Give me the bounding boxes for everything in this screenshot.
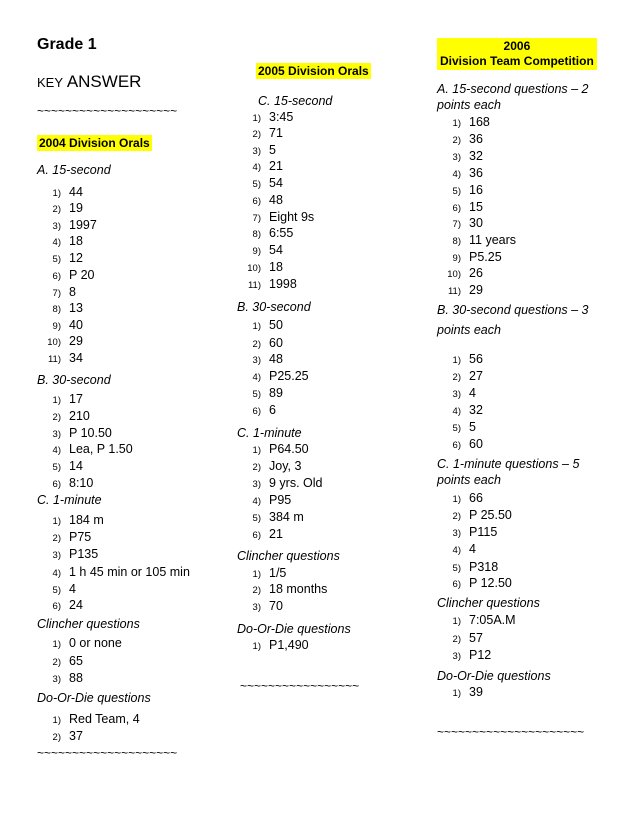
item-answer: 16 (469, 183, 483, 197)
item-number: 3) (452, 528, 461, 539)
answer-item (437, 166, 483, 180)
item-number: 4) (52, 445, 61, 456)
item-number: 6) (452, 440, 461, 451)
answer-item (437, 508, 512, 522)
item-number: 1) (252, 445, 261, 456)
item-answer: 17 (69, 392, 83, 406)
item-number: 5) (252, 389, 261, 400)
answer-item (37, 671, 83, 685)
item-number: 2) (52, 533, 61, 544)
item-number: 1) (252, 113, 261, 124)
item-number: 5) (52, 254, 61, 265)
item-answer: 44 (69, 185, 83, 199)
answer-item (37, 598, 83, 612)
item-answer: P75 (69, 530, 92, 544)
item-answer: 5 (469, 420, 476, 434)
item-answer: 36 (469, 132, 483, 146)
item-answer: 54 (269, 243, 283, 257)
answer-item (37, 426, 112, 440)
item-number: 3) (252, 355, 261, 366)
item-answer: 11 years (469, 233, 517, 247)
answer-item (237, 510, 304, 524)
item-number: 6) (452, 203, 461, 214)
divider-end: ~~~~~~~~~~~~~~~~~ (240, 679, 360, 693)
answer-item (437, 560, 498, 574)
answer-item (237, 243, 283, 257)
answer-item (437, 149, 483, 163)
item-answer: 9 yrs. Old (269, 476, 323, 490)
answer-item (37, 654, 83, 668)
item-number: 6) (252, 406, 261, 417)
section-title: Clincher questions (437, 596, 540, 610)
item-number: 3) (252, 479, 261, 490)
answer-item (437, 631, 483, 645)
item-answer: 18 (69, 234, 83, 248)
item-number: 9) (452, 253, 461, 264)
item-answer: Eight 9s (269, 210, 315, 224)
answer-item (437, 420, 476, 434)
answer-item (237, 352, 283, 366)
answer-key-title (37, 72, 141, 92)
answer-item (37, 476, 93, 490)
item-number: 2) (452, 511, 461, 522)
answer-item (37, 351, 83, 365)
answer-item (37, 636, 122, 650)
heading-year: 2006 (503, 39, 531, 53)
item-answer: 4 (469, 542, 476, 556)
item-number: 9) (252, 246, 261, 257)
item-number: 6) (52, 271, 61, 282)
item-answer: 65 (69, 654, 83, 668)
item-number: 10) (47, 337, 61, 348)
item-number: 6) (52, 479, 61, 490)
answer-item (37, 301, 83, 315)
item-answer: P 20 (69, 268, 95, 282)
section-title: Clincher questions (237, 549, 340, 563)
answer-item (437, 369, 483, 383)
item-answer: P 12.50 (469, 576, 512, 590)
item-answer: 7:05A.M (469, 613, 516, 627)
item-number: 3) (452, 152, 461, 163)
item-number: 5) (452, 186, 461, 197)
item-answer: 60 (269, 336, 283, 350)
item-answer: 30 (469, 216, 483, 230)
answer-item (237, 493, 291, 507)
answer-item (437, 525, 497, 539)
section-title-line: points each (437, 98, 501, 112)
answer-item (37, 565, 190, 579)
item-answer: P 25.50 (469, 508, 512, 522)
section-title-line: A. 15-second questions – 2 (437, 82, 589, 96)
item-answer: 19 (69, 201, 83, 215)
item-number: 8) (452, 236, 461, 247)
section-title-line: points each (437, 473, 501, 487)
item-answer: 71 (269, 126, 283, 140)
item-answer: 12 (69, 251, 83, 265)
answer-item (237, 527, 283, 541)
answer-item (237, 318, 283, 332)
item-number: 2) (452, 372, 461, 383)
item-number: 7) (52, 288, 61, 299)
section-heading-2006 (437, 38, 597, 70)
heading-title: Division Team Competition (440, 54, 594, 68)
section-title (437, 302, 589, 338)
item-number: 7) (252, 213, 261, 224)
answer-item (437, 115, 490, 129)
item-answer: 15 (469, 200, 483, 214)
answer-item (37, 218, 97, 232)
answer-item (237, 126, 283, 140)
item-answer: 8 (69, 285, 76, 299)
item-number: 3) (252, 602, 261, 613)
answer-item (37, 409, 90, 423)
item-answer: P 10.50 (69, 426, 112, 440)
answer-item (37, 513, 104, 527)
section-title-line: B. 30-second questions – 3 (437, 303, 589, 317)
item-number: 3) (52, 221, 61, 232)
item-answer: 18 (269, 260, 283, 274)
item-answer: 210 (69, 409, 90, 423)
item-number: 10) (247, 263, 261, 274)
section-title: Clincher questions (37, 617, 140, 631)
item-number: 1) (52, 188, 61, 199)
item-number: 6) (252, 530, 261, 541)
item-answer: 6 (269, 403, 276, 417)
answer-item (37, 582, 76, 596)
item-answer: Joy, 3 (269, 459, 302, 473)
item-answer: P95 (269, 493, 292, 507)
item-number: 1) (52, 516, 61, 527)
item-number: 1) (452, 616, 461, 627)
item-answer: 1997 (69, 218, 97, 232)
item-answer: 26 (469, 266, 483, 280)
answer-item (437, 437, 483, 451)
item-answer: 50 (269, 318, 283, 332)
answer-item (237, 369, 309, 383)
answer-item (437, 216, 483, 230)
item-answer: 36 (469, 166, 483, 180)
answer-item (237, 176, 283, 190)
answer-item (37, 442, 133, 456)
item-answer: 29 (69, 334, 83, 348)
section-heading-2004: 2004 Division Orals (39, 136, 150, 150)
answer-item (437, 648, 491, 662)
item-answer: 48 (269, 193, 283, 207)
answer-item (37, 285, 76, 299)
item-number: 2) (52, 204, 61, 215)
divider-end: ~~~~~~~~~~~~~~~~~~~~~ (437, 725, 585, 739)
item-answer: 40 (69, 318, 83, 332)
item-number: 1) (452, 494, 461, 505)
item-number: 1) (452, 688, 461, 699)
answer-item (237, 260, 283, 274)
item-number: 3) (452, 389, 461, 400)
answer-item (437, 576, 512, 590)
section-title: Do-Or-Die questions (37, 691, 151, 705)
answer-item (37, 459, 83, 473)
answer-item (437, 352, 483, 366)
item-answer: 21 (269, 159, 283, 173)
item-answer: 3:45 (269, 110, 294, 124)
item-number: 11) (447, 286, 461, 297)
answer-item (237, 226, 293, 240)
item-answer: 60 (469, 437, 483, 451)
answer-item (37, 185, 83, 199)
answer-item (437, 685, 483, 699)
item-number: 3) (52, 550, 61, 561)
item-number: 4) (452, 406, 461, 417)
item-number: 3) (252, 146, 261, 157)
item-answer: 384 m (269, 510, 304, 524)
item-number: 8) (52, 304, 61, 315)
answer-item (437, 266, 483, 280)
item-number: 5) (52, 585, 61, 596)
answer-item (237, 277, 297, 291)
item-number: 2) (452, 634, 461, 645)
item-number: 2) (452, 135, 461, 146)
answer-item (437, 283, 483, 297)
item-number: 11) (247, 280, 261, 291)
item-answer: 168 (469, 115, 490, 129)
item-number: 6) (52, 601, 61, 612)
item-answer: 1998 (269, 277, 297, 291)
answer-item (237, 459, 301, 473)
item-number: 2) (252, 339, 261, 350)
item-answer: 70 (269, 599, 283, 613)
section-title: Do-Or-Die questions (437, 669, 551, 683)
item-number: 5) (52, 462, 61, 473)
divider-end: ~~~~~~~~~~~~~~~~~~~~ (37, 746, 178, 760)
answer-item (37, 334, 83, 348)
item-answer: 32 (469, 403, 483, 417)
answer-item (237, 210, 314, 224)
section-title: C. 1-minute (37, 493, 102, 507)
item-answer: Lea, P 1.50 (69, 442, 133, 456)
answer-item (437, 233, 516, 247)
item-answer: P12 (469, 648, 492, 662)
item-number: 8) (252, 229, 261, 240)
item-number: 9) (52, 321, 61, 332)
item-number: 11) (47, 354, 61, 365)
answer-item (37, 547, 98, 561)
item-answer: 4 (469, 386, 476, 400)
section-title-line: C. 1-minute questions – 5 (437, 457, 580, 471)
key-label: KEY (37, 75, 64, 90)
answer-item (237, 159, 283, 173)
answer-item (37, 268, 95, 282)
section-title (437, 81, 589, 113)
item-answer: 66 (469, 491, 483, 505)
item-answer: 14 (69, 459, 83, 473)
answer-item (37, 201, 83, 215)
item-number: 1) (452, 355, 461, 366)
answer-item (437, 183, 483, 197)
item-number: 4) (452, 545, 461, 556)
answer-item (437, 542, 476, 556)
section-title (437, 456, 579, 488)
item-number: 3) (52, 429, 61, 440)
item-answer: 13 (69, 301, 83, 315)
item-answer: 21 (269, 527, 283, 541)
item-number: 2) (52, 732, 61, 743)
section-title-line: points each (437, 323, 501, 337)
divider: ~~~~~~~~~~~~~~~~~~~~ (37, 104, 178, 118)
section-heading-2005: 2005 Division Orals (258, 64, 369, 78)
answer-item (37, 251, 83, 265)
answer-item (37, 712, 140, 726)
item-answer: 8:10 (69, 476, 94, 490)
section-title: A. 15-second (37, 163, 111, 177)
item-number: 5) (452, 423, 461, 434)
item-number: 6) (252, 196, 261, 207)
item-answer: 89 (269, 386, 283, 400)
item-number: 1) (52, 395, 61, 406)
item-answer: P115 (469, 525, 498, 539)
answer-item (37, 392, 83, 406)
answer-item (437, 403, 483, 417)
answer-item (237, 476, 323, 490)
item-answer: 37 (69, 729, 83, 743)
answer-item (437, 132, 483, 146)
item-answer: 34 (69, 351, 83, 365)
item-number: 7) (452, 219, 461, 230)
answer-item (37, 234, 83, 248)
item-number: 2) (252, 585, 261, 596)
answer-item (437, 200, 483, 214)
item-number: 4) (252, 496, 261, 507)
item-number: 1) (52, 715, 61, 726)
item-answer: 6:55 (269, 226, 294, 240)
answer-item (237, 403, 276, 417)
answer-item (237, 110, 293, 124)
item-number: 4) (452, 169, 461, 180)
item-number: 4) (252, 162, 261, 173)
answer-label: ANSWER (66, 72, 142, 91)
item-answer: P64.50 (269, 442, 309, 456)
answer-item (237, 582, 327, 596)
item-answer: 4 (69, 582, 76, 596)
item-answer: 29 (469, 283, 483, 297)
item-number: 1) (252, 641, 261, 652)
item-answer: 1/5 (269, 566, 287, 580)
answer-item (37, 530, 91, 544)
answer-item (237, 599, 283, 613)
item-answer: 54 (269, 176, 283, 190)
answer-item (437, 491, 483, 505)
item-number: 1) (52, 639, 61, 650)
item-answer: 39 (469, 685, 483, 699)
item-number: 6) (452, 579, 461, 590)
item-number: 5) (252, 513, 261, 524)
item-number: 1) (252, 569, 261, 580)
answer-item (237, 566, 286, 580)
section-title: Do-Or-Die questions (237, 622, 351, 636)
item-number: 3) (52, 674, 61, 685)
item-number: 1) (452, 118, 461, 129)
item-answer: 5 (269, 143, 276, 157)
item-answer: P318 (469, 560, 499, 574)
answer-item (37, 318, 83, 332)
item-number: 3) (452, 651, 461, 662)
answer-item (437, 250, 502, 264)
item-answer: P25.25 (269, 369, 309, 383)
item-answer: 88 (69, 671, 83, 685)
section-title: C. 1-minute (237, 426, 302, 440)
answer-item (237, 336, 283, 350)
answer-item (237, 143, 276, 157)
section-title: B. 30-second (237, 300, 311, 314)
item-number: 4) (52, 568, 61, 579)
grade-title: Grade 1 (37, 36, 97, 53)
item-number: 4) (252, 372, 261, 383)
answer-item (237, 386, 283, 400)
answer-item (437, 386, 476, 400)
section-title: B. 30-second (37, 373, 111, 387)
item-answer: 56 (469, 352, 483, 366)
answer-item (237, 442, 309, 456)
item-answer: 27 (469, 369, 483, 383)
item-answer: 32 (469, 149, 483, 163)
item-answer: P135 (69, 547, 99, 561)
item-answer: 0 or none (69, 636, 122, 650)
item-number: 5) (252, 179, 261, 190)
section-title: C. 15-second (258, 94, 333, 108)
item-answer: 1 h 45 min or 105 min (69, 565, 190, 579)
item-number: 2) (52, 657, 61, 668)
item-number: 1) (252, 321, 261, 332)
item-number: 5) (452, 563, 461, 574)
item-answer: 24 (69, 598, 83, 612)
item-answer: Red Team, 4 (69, 712, 140, 726)
answer-item (237, 193, 283, 207)
item-number: 2) (252, 129, 261, 140)
item-number: 4) (52, 237, 61, 248)
item-answer: 184 m (69, 513, 104, 527)
item-answer: 18 months (269, 582, 328, 596)
item-answer: P5.25 (469, 250, 502, 264)
answer-item (437, 613, 516, 627)
item-answer: P1,490 (269, 638, 309, 652)
answer-item (37, 729, 83, 743)
item-number: 2) (252, 462, 261, 473)
item-number: 10) (447, 269, 461, 280)
item-number: 2) (52, 412, 61, 423)
item-answer: 57 (469, 631, 483, 645)
item-answer: 48 (269, 352, 283, 366)
answer-item (237, 638, 309, 652)
